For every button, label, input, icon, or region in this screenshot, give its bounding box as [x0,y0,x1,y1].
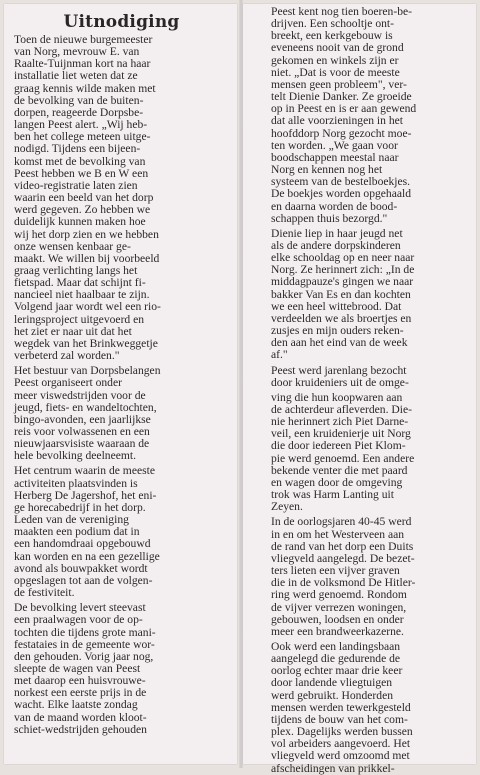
article-paragraph: In de oorlogsjaren 40-45 werd in en om het Westerveen aan de rand van het dorp een Duits vliegveld aangelegd. De bezet- ters lieten een vijver graven die in de volksmond De Hitler- ring werd genoemd. Rondom de vijver verrezen woningen, gebouwen, loodsen en onder meer een brandweerkazerne. [271,515,416,638]
right-clipping [243,4,476,775]
article-paragraph: Dienie liep in haar jeugd net als de andere dorpskinderen elke schooldag op en neer naar Norg. Ze herinnert zich: „In de middagpauze's gingen we naar bakker Van Es en dan kochten we een heel wittebrood. Dat verdeelden we als broertjes en zusjes en mijn ouders reken- den aan het eind van de week af." [271,226,415,362]
article-title: Uitnodiging [63,12,180,32]
left-clipping [4,4,237,764]
article-paragraph: Peest werd jarenlang bezocht door kruideniers uit de omge- [271,363,409,389]
article-paragraph: Het bestuur van Dorpsbelangen Peest organiseert onder meer viswedstrijden voor de jeugd, fiets- en wandeltochten, bingo-avonden, een jaarlijkse reis voor volwassenen en een nieuwjaarsvisiste waaraan de hele bevolking deelneemt. [14,364,161,463]
article-paragraph: ving die hun koopwaren aan de achterdeur afleverden. Die- nie herinnert zich Piet Darne- veil, een kruidenierje uit Norg die door iedereen Piet Klom- pie werd genoemd. Een andere bekende venter die met paard en wagen door de omgeving trok was Harm Lanting uit Zeyen. [271,390,415,514]
article-paragraph: De bevolking levert steevast een praalwagen voor de op- tochten die tijdens grote mani- festataies in de gemeente wor- den gehouden. Vorig jaar nog, sleepte de wagen van Peest met daarop een huisvrouwe- norkest een eerste prijs in de wacht. Elke laatste zondag van de maand worden kloot- schiet-wedstrijden gehouden [14,601,156,736]
article-paragraph: Peest kent nog tien boeren-be- drijven. Een schooltje ont- breekt, een kerkgebouw is eveneens nooit van de grond gekomen en winkels zijn er niet. „Dat is voor de meeste mensen geen probleem", ver- telt Dienie Danker. Ze groeide op in Peest en is er aan gewend dat alle voorzieningen in het hoofddorp Norg gezocht moe- ten worden. „We gaan voor boodschappen meestal naar Norg en kennen nog het systeem van de bestelboekjes. De boekjes worden opgehaald en daarna worden de bood- schappen thuis bezorgd." [271,5,417,225]
article-paragraph: Toen de nieuwe burgemeester van Norg, mevrouw E. van Raalte-Tuijnman kort na haar installatie liet weten dat ze graag kennis wilde maken met de bevolking van de buiten- dorpen, reageerde Dorpsbe- langen Peest alert. „Wij heb- ben het college meteen uitge- nodigd. Tijdens een bijeen- komst met de bevolking van Peest hebben we B en W een video-registratie laten zien waarin een beeld van het dorp werd gegeven. Zo hebben we duidelijk kunnen maken hoe wij het dorp zien en we hebben onze wensen kenbaar ge- maakt. We willen bij voorbeeld graag verlichting langs het fietspad. Maar dat schijnt fi- nancieel niet haalbaar te zijn. Volgend jaar wordt wel een rio- leringsproject uitgevoerd en het ziet er naar uit dat het wegdek van het Brinkweggetje verbeterd zal worden." [14,33,161,363]
article-paragraph: Het centrum waarin de meeste activiteiten plaatsvinden is Herberg De Jagershof, het eni- ge horecabedrijf in het dorp. Leden van de vereniging maakten een podium dat in een handomdraai opgebouwd kan worden en na een gezellige avond als bouwpakket wordt opgeslagen tot aan de volgen- de festiviteit. [14,464,160,600]
article-paragraph: Ook werd een landingsbaan aangelegd die gedurende de oorlog echter maar drie keer door landende vliegtuigen werd gebruikt. Honderden mensen werden tewerkgesteld tijdens de bouw van het com- plex. Dagelijks werden bussen vol arbeiders aangevoerd. Het vliegveld werd omzoomd met afscheidingen van prikkel- [271,639,413,775]
